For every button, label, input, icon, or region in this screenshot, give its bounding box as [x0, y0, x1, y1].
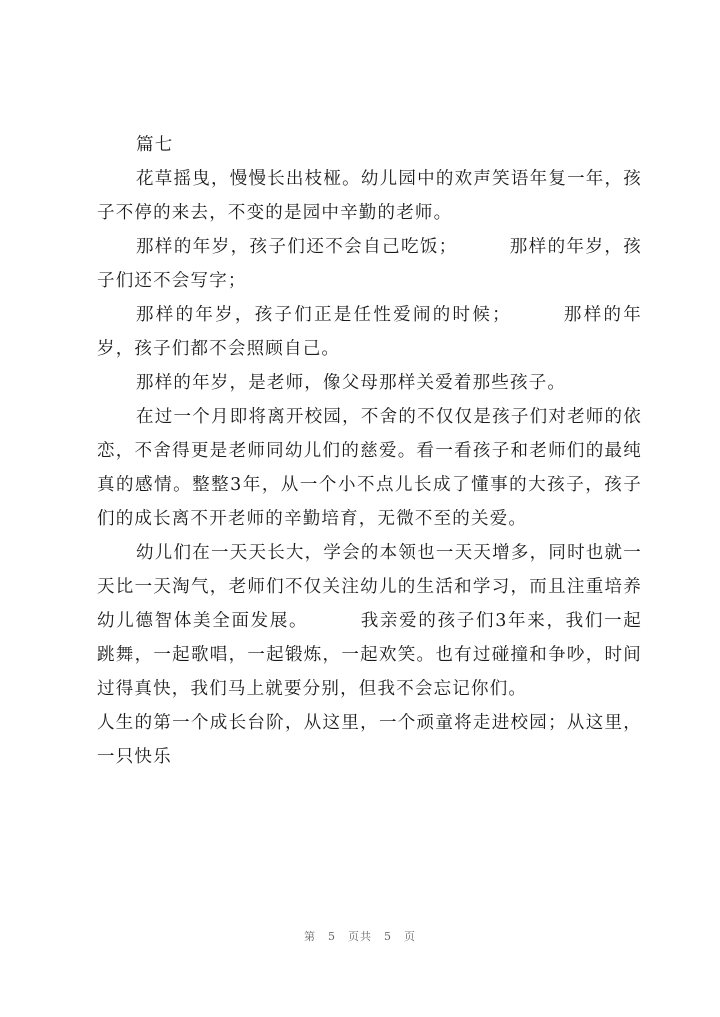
footer-middle: 页共 — [348, 930, 372, 943]
paragraph: 那样的年岁，是老师，像父母那样关爱着那些孩子。 — [136, 373, 567, 393]
paragraph: 人生的第一个成长台阶，从这里，一个顽童将走进校园；从这里，一只快乐 — [97, 713, 642, 767]
sentence: 那样的年岁，孩子们正是任性爱闹的时候； — [136, 305, 511, 325]
section-heading: 篇七 — [136, 135, 174, 155]
page-footer — [0, 928, 720, 944]
document-body — [97, 128, 642, 774]
footer-suffix: 页 — [404, 930, 416, 943]
current-page-number: 5 — [328, 930, 336, 943]
paragraph — [97, 536, 642, 706]
sentence: 那样的年岁，孩子们还不会自己吃饭； — [136, 237, 458, 257]
sentence: 我亲爱的孩子们3年来，我们一起跳舞，一起歌唱，一起锻炼，一起欢笑。也有过碰撞和争吵，时间过得真快，我们马上就要分别，但我不会忘记你们。 — [97, 611, 642, 699]
footer-prefix: 第 — [304, 930, 316, 943]
sentence: 那样的年岁，孩子们都不会照顾自己。 — [97, 305, 642, 359]
paragraph: 在过一个月即将离开校园，不舍的不仅仅是孩子们对老师的依恋，不舍得更是老师同幼儿们的慈爱。看一看孩子和老师们的最纯真的感情。整整3年，从一个小不点儿长成了懂事的大孩子，孩子们的成长离不开老师的辛勤培育，无微不至的关爱。 — [97, 407, 642, 529]
paragraph — [97, 298, 642, 366]
sentence: 那样的年岁，孩子们还不会写字； — [97, 237, 642, 291]
sentence: 幼儿们在一天天长大，学会的本领也一天天增多，同时也就一天比一天淘气，老师们不仅关注幼儿的生活和学习，而且注重培养幼儿德智体美全面发展。 — [97, 543, 642, 631]
total-pages-number: 5 — [384, 930, 392, 943]
paragraph — [97, 230, 642, 298]
paragraph: 花草摇曳，慢慢长出枝桠。幼儿园中的欢声笑语年复一年，孩子不停的来去，不变的是园中辛勤的老师。 — [97, 169, 642, 223]
